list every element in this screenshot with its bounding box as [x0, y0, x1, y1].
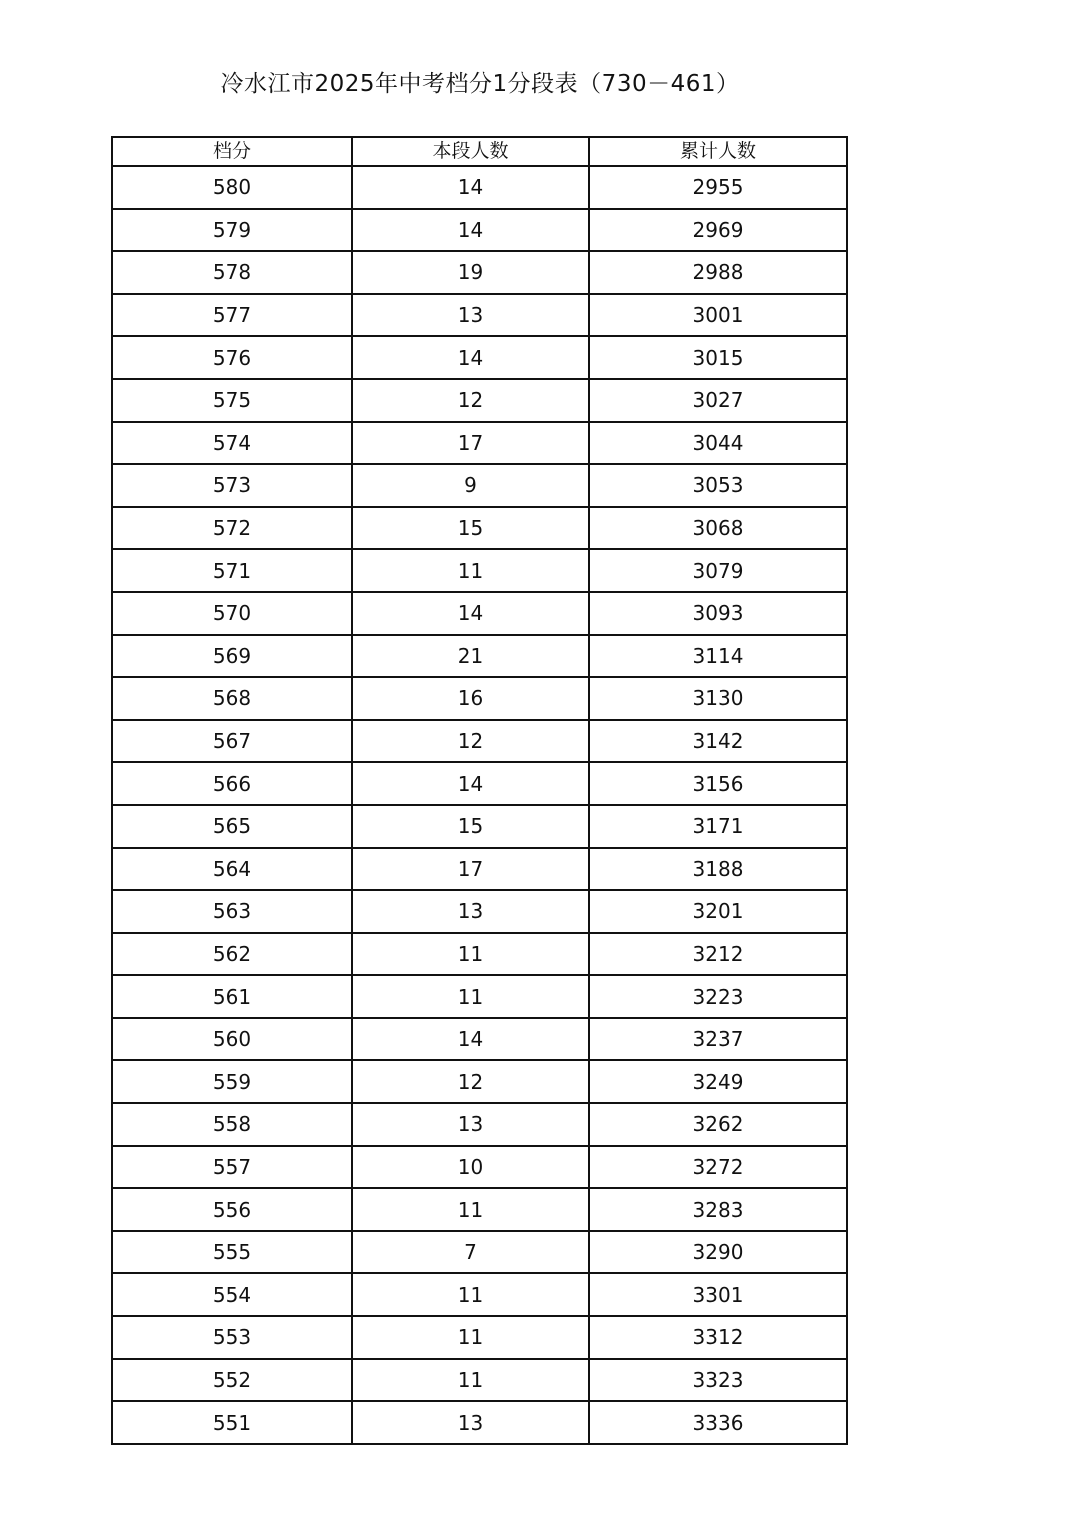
cell-score: 562: [112, 933, 352, 976]
cell-segment-count: 21: [352, 635, 589, 678]
table-row: [112, 294, 847, 337]
cell-score: 573: [112, 464, 352, 507]
table-row: [112, 507, 847, 550]
cell-segment-count: 11: [352, 1359, 589, 1402]
cell-score: 578: [112, 251, 352, 294]
cell-segment-count: 11: [352, 975, 589, 1018]
cell-score: 568: [112, 677, 352, 720]
cell-segment-count: 12: [352, 1060, 589, 1103]
table-header-row: [112, 137, 847, 166]
table-row: [112, 677, 847, 720]
cell-score: 572: [112, 507, 352, 550]
cell-score: 570: [112, 592, 352, 635]
cell-segment-count: 14: [352, 166, 589, 209]
cell-score: 553: [112, 1316, 352, 1359]
header-segment-count: 本段人数: [352, 137, 589, 166]
cell-segment-count: 14: [352, 1018, 589, 1061]
cell-segment-count: 17: [352, 422, 589, 465]
table-row: [112, 464, 847, 507]
table-row: [112, 720, 847, 763]
cell-cumulative-count: 2969: [589, 209, 847, 252]
cell-segment-count: 13: [352, 1401, 589, 1444]
cell-segment-count: 15: [352, 507, 589, 550]
cell-segment-count: 16: [352, 677, 589, 720]
cell-segment-count: 17: [352, 848, 589, 891]
cell-cumulative-count: 3272: [589, 1146, 847, 1189]
cell-segment-count: 13: [352, 1103, 589, 1146]
cell-cumulative-count: 3156: [589, 762, 847, 805]
cell-score: 574: [112, 422, 352, 465]
table-row: [112, 1316, 847, 1359]
cell-cumulative-count: 3171: [589, 805, 847, 848]
cell-cumulative-count: 3201: [589, 890, 847, 933]
cell-score: 554: [112, 1273, 352, 1316]
cell-cumulative-count: 3283: [589, 1188, 847, 1231]
cell-score: 580: [112, 166, 352, 209]
cell-cumulative-count: 3079: [589, 549, 847, 592]
cell-cumulative-count: 3188: [589, 848, 847, 891]
table-row: [112, 1401, 847, 1444]
cell-score: 577: [112, 294, 352, 337]
cell-segment-count: 11: [352, 933, 589, 976]
cell-segment-count: 13: [352, 890, 589, 933]
cell-cumulative-count: 3068: [589, 507, 847, 550]
cell-cumulative-count: 3336: [589, 1401, 847, 1444]
cell-segment-count: 11: [352, 1316, 589, 1359]
cell-score: 576: [112, 336, 352, 379]
table-row: [112, 1188, 847, 1231]
cell-cumulative-count: 3130: [589, 677, 847, 720]
cell-score: 566: [112, 762, 352, 805]
cell-score: 558: [112, 1103, 352, 1146]
cell-score: 557: [112, 1146, 352, 1189]
cell-cumulative-count: 3027: [589, 379, 847, 422]
cell-score: 569: [112, 635, 352, 678]
cell-segment-count: 12: [352, 720, 589, 763]
table-row: [112, 549, 847, 592]
table-row: [112, 1018, 847, 1061]
cell-segment-count: 14: [352, 209, 589, 252]
cell-cumulative-count: 3053: [589, 464, 847, 507]
cell-cumulative-count: 2988: [589, 251, 847, 294]
table-body: [112, 166, 847, 1444]
cell-score: 556: [112, 1188, 352, 1231]
table-row: [112, 762, 847, 805]
cell-cumulative-count: 3237: [589, 1018, 847, 1061]
table-row: [112, 1103, 847, 1146]
table-row: [112, 848, 847, 891]
cell-cumulative-count: 3001: [589, 294, 847, 337]
cell-segment-count: 11: [352, 549, 589, 592]
cell-cumulative-count: 2955: [589, 166, 847, 209]
cell-segment-count: 7: [352, 1231, 589, 1274]
score-distribution-table: [111, 136, 848, 1445]
cell-cumulative-count: 3223: [589, 975, 847, 1018]
cell-segment-count: 14: [352, 762, 589, 805]
cell-score: 567: [112, 720, 352, 763]
header-score: 档分: [112, 137, 352, 166]
cell-score: 563: [112, 890, 352, 933]
table-row: [112, 805, 847, 848]
table-row: [112, 166, 847, 209]
table-row: [112, 1146, 847, 1189]
table-row: [112, 890, 847, 933]
table-row: [112, 422, 847, 465]
cell-segment-count: 14: [352, 336, 589, 379]
cell-cumulative-count: 3015: [589, 336, 847, 379]
cell-score: 571: [112, 549, 352, 592]
cell-cumulative-count: 3093: [589, 592, 847, 635]
cell-score: 579: [112, 209, 352, 252]
cell-cumulative-count: 3290: [589, 1231, 847, 1274]
cell-score: 559: [112, 1060, 352, 1103]
cell-segment-count: 13: [352, 294, 589, 337]
cell-segment-count: 19: [352, 251, 589, 294]
cell-cumulative-count: 3212: [589, 933, 847, 976]
cell-segment-count: 14: [352, 592, 589, 635]
table-row: [112, 975, 847, 1018]
table-row: [112, 1359, 847, 1402]
cell-segment-count: 10: [352, 1146, 589, 1189]
header-cumulative-count: 累计人数: [589, 137, 847, 166]
cell-cumulative-count: 3301: [589, 1273, 847, 1316]
table-row: [112, 1273, 847, 1316]
cell-score: 551: [112, 1401, 352, 1444]
cell-score: 564: [112, 848, 352, 891]
cell-score: 555: [112, 1231, 352, 1274]
cell-segment-count: 11: [352, 1273, 589, 1316]
table-row: [112, 379, 847, 422]
table-row: [112, 635, 847, 678]
table-row: [112, 251, 847, 294]
table-row: [112, 1060, 847, 1103]
cell-segment-count: 15: [352, 805, 589, 848]
cell-cumulative-count: 3312: [589, 1316, 847, 1359]
table-row: [112, 933, 847, 976]
cell-segment-count: 12: [352, 379, 589, 422]
cell-cumulative-count: 3323: [589, 1359, 847, 1402]
table-row: [112, 336, 847, 379]
cell-cumulative-count: 3044: [589, 422, 847, 465]
cell-segment-count: 9: [352, 464, 589, 507]
cell-cumulative-count: 3262: [589, 1103, 847, 1146]
cell-cumulative-count: 3114: [589, 635, 847, 678]
table-row: [112, 209, 847, 252]
cell-score: 561: [112, 975, 352, 1018]
cell-score: 575: [112, 379, 352, 422]
cell-score: 565: [112, 805, 352, 848]
cell-segment-count: 11: [352, 1188, 589, 1231]
page-title: 冷水江市2025年中考档分1分段表（730－461）: [220, 71, 740, 97]
table-row: [112, 1231, 847, 1274]
cell-score: 560: [112, 1018, 352, 1061]
cell-cumulative-count: 3249: [589, 1060, 847, 1103]
table-row: [112, 592, 847, 635]
cell-score: 552: [112, 1359, 352, 1402]
cell-cumulative-count: 3142: [589, 720, 847, 763]
